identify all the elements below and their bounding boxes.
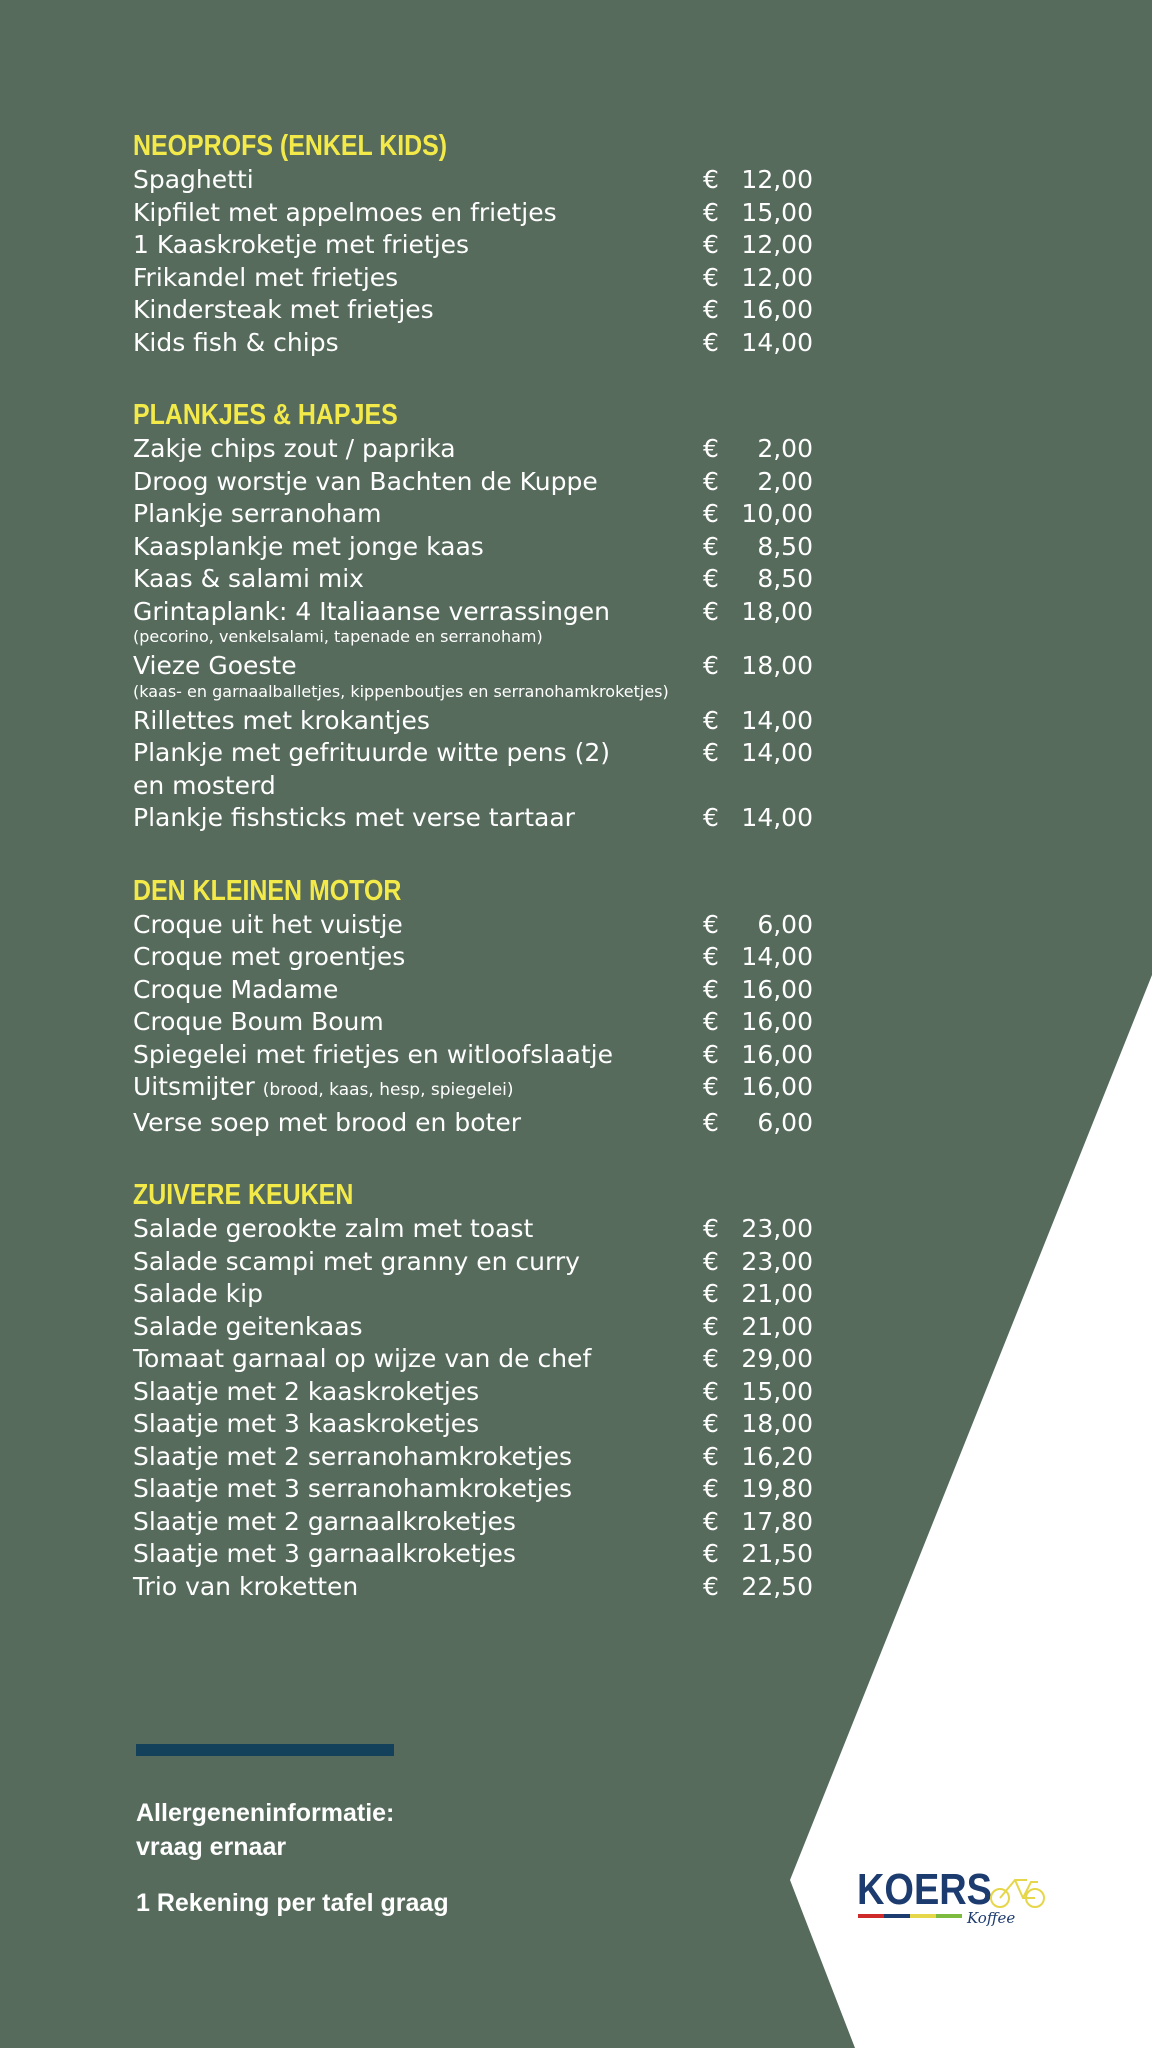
menu-item (133, 466, 813, 499)
menu-item (133, 1071, 813, 1107)
item-name (133, 1278, 703, 1311)
price-amount: 8,50 (757, 564, 813, 593)
item-price (703, 802, 813, 835)
item-price (703, 197, 813, 230)
item-name-text: Frikandel met frietjes (133, 262, 399, 292)
menu-item (133, 1006, 813, 1039)
item-name-text: Tomaat garnaal op wijze van de chef (133, 1344, 592, 1373)
menu-item (133, 909, 813, 942)
menu-item (133, 1441, 813, 1474)
item-price (703, 229, 813, 262)
item-name-text: Rillettes met krokantjes (133, 705, 430, 735)
price-amount: 6,00 (757, 909, 813, 939)
allergen-info-title: Allergeneninformatie: (136, 1799, 395, 1827)
currency-symbol: € (703, 705, 719, 735)
item-name (133, 498, 703, 531)
currency-symbol: € (703, 434, 719, 463)
item-name-text: Spiegelei met frietjes en witloofslaatje (133, 1039, 613, 1069)
menu-item (133, 941, 813, 974)
item-price (703, 1473, 813, 1506)
item-name (133, 1538, 703, 1571)
currency-symbol: € (703, 466, 719, 496)
item-name (133, 1071, 703, 1107)
currency-symbol: € (703, 531, 719, 561)
item-inline-note: (brood, kaas, hesp, spiegelei) (262, 1080, 514, 1100)
menu-item (133, 433, 813, 466)
price-amount: 21,00 (741, 1279, 813, 1308)
bill-note: 1 Rekening per tafel graag (136, 1889, 449, 1917)
item-name-text: Salade kip (133, 1279, 263, 1308)
menu-item (133, 1107, 813, 1140)
price-amount: 16,00 (741, 1039, 813, 1069)
currency-symbol: € (703, 327, 719, 357)
currency-symbol: € (703, 165, 719, 194)
menu-item (133, 1311, 813, 1344)
item-price (703, 531, 813, 564)
item-name (133, 974, 703, 1007)
item-name-text: Slaatje met 3 garnaalkroketjes (133, 1539, 516, 1568)
item-name-text: Uitsmijter (133, 1072, 255, 1101)
menu-item (133, 705, 813, 738)
item-price (703, 1408, 813, 1441)
item-name (133, 1506, 703, 1539)
item-name (133, 262, 703, 295)
item-price (703, 1538, 813, 1571)
item-name-text: Plankje fishsticks met verse tartaar (133, 803, 575, 832)
menu-item (133, 262, 813, 295)
item-name (133, 802, 703, 835)
price-amount: 16,00 (741, 1007, 813, 1036)
price-amount: 14,00 (741, 705, 813, 735)
currency-symbol: € (703, 803, 719, 832)
item-price (703, 1246, 813, 1279)
menu-item (133, 1473, 813, 1506)
item-price (703, 941, 813, 974)
item-name-text: Kaasplankje met jonge kaas (133, 531, 484, 561)
item-price (703, 650, 813, 683)
item-name (133, 433, 703, 466)
item-name (133, 229, 703, 262)
item-name-text: Vieze Goeste (133, 651, 297, 680)
currency-symbol: € (703, 1474, 719, 1503)
item-name (133, 1571, 703, 1604)
section-title: ZUIVERE KEUKEN (133, 1179, 354, 1211)
price-amount: 23,00 (741, 1246, 813, 1276)
currency-symbol: € (703, 197, 719, 227)
allergen-info-text: vraag ernaar (136, 1833, 287, 1861)
price-amount: 21,50 (741, 1539, 813, 1568)
logo-script: Koffee (967, 1909, 1016, 1927)
currency-symbol: € (703, 738, 719, 767)
item-name-text: Croque uit het vuistje (133, 909, 403, 939)
item-name (133, 197, 703, 230)
item-continuation (133, 770, 813, 803)
item-name-text: Verse soep met brood en boter (133, 1107, 521, 1137)
item-name-text: Droog worstje van Bachten de Kuppe (133, 466, 598, 496)
item-name (133, 650, 703, 683)
price-amount: 15,00 (741, 197, 813, 227)
price-amount: 18,00 (741, 596, 813, 626)
item-name-text: Plankje serranoham (133, 499, 382, 528)
item-price (703, 909, 813, 942)
price-amount: 18,00 (741, 651, 813, 680)
price-amount: 16,20 (741, 1441, 813, 1471)
item-name (133, 531, 703, 564)
price-amount: 12,00 (741, 262, 813, 292)
currency-symbol: € (703, 1376, 719, 1406)
item-name-text: Slaatje met 2 garnaalkroketjes (133, 1506, 516, 1536)
menu-section (133, 397, 813, 835)
menu-item (133, 1376, 813, 1409)
item-name-text: 1 Kaaskroketje met frietjes (133, 230, 470, 259)
item-name (133, 1213, 703, 1246)
item-price (703, 563, 813, 596)
item-name-text: Salade scampi met granny en curry (133, 1246, 580, 1276)
item-name (133, 909, 703, 942)
currency-symbol: € (703, 1107, 719, 1137)
price-amount: 23,00 (741, 1214, 813, 1243)
section-title: PLANKJES & HAPJES (133, 399, 398, 431)
menu-item (133, 164, 813, 197)
item-name (133, 1343, 703, 1376)
item-name-continuation: en mosterd (133, 770, 276, 800)
currency-symbol: € (703, 262, 719, 292)
price-amount: 2,00 (757, 466, 813, 496)
item-price (703, 974, 813, 1007)
menu-item (133, 1506, 813, 1539)
currency-symbol: € (703, 1311, 719, 1341)
item-name (133, 1107, 703, 1140)
menu-item (133, 294, 813, 327)
price-amount: 14,00 (741, 942, 813, 971)
currency-symbol: € (703, 1214, 719, 1243)
menu (133, 128, 813, 1641)
price-amount: 14,00 (741, 738, 813, 767)
currency-symbol: € (703, 295, 719, 324)
currency-symbol: € (703, 942, 719, 971)
price-amount: 6,00 (757, 1107, 813, 1137)
menu-item (133, 197, 813, 230)
menu-item (133, 1343, 813, 1376)
item-name (133, 1311, 703, 1344)
price-amount: 12,00 (741, 165, 813, 194)
item-price (703, 164, 813, 197)
currency-symbol: € (703, 1571, 719, 1601)
item-price (703, 1107, 813, 1140)
item-name (133, 1376, 703, 1409)
item-price (703, 1571, 813, 1604)
item-price (703, 1441, 813, 1474)
koers-koffee-logo (855, 1858, 1055, 1928)
item-name (133, 737, 703, 770)
menu-item (133, 1571, 813, 1604)
item-name (133, 164, 703, 197)
item-price (703, 294, 813, 327)
item-name (133, 1441, 703, 1474)
footer (136, 1796, 449, 1920)
item-name (133, 466, 703, 499)
menu-item (133, 531, 813, 564)
price-amount: 17,80 (741, 1506, 813, 1536)
menu-item (133, 563, 813, 596)
item-price (703, 1006, 813, 1039)
menu-item (133, 498, 813, 531)
menu-section (133, 128, 813, 359)
item-name (133, 596, 703, 629)
item-name-text: Kipfilet met appelmoes en frietjes (133, 197, 557, 227)
item-name-text: Plankje met gefrituurde witte pens (2) (133, 738, 611, 767)
currency-symbol: € (703, 1539, 719, 1568)
item-name-text: Salade gerookte zalm met toast (133, 1214, 534, 1243)
currency-symbol: € (703, 1007, 719, 1036)
currency-symbol: € (703, 1409, 719, 1438)
currency-symbol: € (703, 909, 719, 939)
item-name (133, 563, 703, 596)
item-name (133, 1473, 703, 1506)
logo-wordmark: KOERS (857, 1865, 992, 1914)
item-price (703, 1213, 813, 1246)
currency-symbol: € (703, 1279, 719, 1308)
price-amount: 18,00 (741, 1409, 813, 1438)
menu-item (133, 229, 813, 262)
price-amount: 29,00 (741, 1344, 813, 1373)
menu-section (133, 1177, 813, 1603)
item-price (703, 705, 813, 738)
menu-item (133, 1278, 813, 1311)
menu-item (133, 737, 813, 770)
item-name-text: Croque met groentjes (133, 942, 406, 971)
item-name-text: Croque Madame (133, 974, 339, 1004)
menu-item (133, 1246, 813, 1279)
item-name-text: Slaatje met 2 serranohamkroketjes (133, 1441, 572, 1471)
item-name (133, 1408, 703, 1441)
item-name-text: Kaas & salami mix (133, 564, 364, 593)
item-price (703, 466, 813, 499)
item-name (133, 1006, 703, 1039)
bicycle-icon (991, 1880, 1044, 1907)
divider-bar (136, 1744, 394, 1756)
item-price (703, 1278, 813, 1311)
item-price (703, 1071, 813, 1104)
menu-section (133, 873, 813, 1140)
price-amount: 21,00 (741, 1311, 813, 1341)
item-name (133, 941, 703, 974)
item-name-text: Slaatje met 2 kaaskroketjes (133, 1376, 480, 1406)
item-price (703, 1376, 813, 1409)
price-amount: 16,00 (741, 295, 813, 324)
menu-item (133, 974, 813, 1007)
item-price (703, 327, 813, 360)
price-amount: 15,00 (741, 1376, 813, 1406)
item-price (703, 498, 813, 531)
item-name-text: Kindersteak met frietjes (133, 295, 434, 324)
menu-item (133, 327, 813, 360)
item-price (703, 1311, 813, 1344)
item-price (703, 1039, 813, 1072)
item-name-text: Zakje chips zout / paprika (133, 434, 456, 463)
menu-item (133, 1538, 813, 1571)
currency-symbol: € (703, 230, 719, 259)
item-name-text: Trio van kroketten (133, 1571, 359, 1601)
currency-symbol: € (703, 1344, 719, 1373)
price-amount: 2,00 (757, 434, 813, 463)
section-title: DEN KLEINEN MOTOR (133, 874, 402, 907)
item-price (703, 262, 813, 295)
item-name-text: Kids fish & chips (133, 327, 339, 357)
item-price (703, 1506, 813, 1539)
currency-symbol: € (703, 596, 719, 626)
item-name-text: Slaatje met 3 serranohamkroketjes (133, 1474, 572, 1503)
item-price (703, 596, 813, 629)
currency-symbol: € (703, 1246, 719, 1276)
menu-item (133, 1408, 813, 1441)
currency-symbol: € (703, 499, 719, 528)
currency-symbol: € (703, 1506, 719, 1536)
price-amount: 12,00 (741, 230, 813, 259)
menu-item (133, 1039, 813, 1072)
item-price (703, 737, 813, 770)
item-price (703, 1343, 813, 1376)
item-note: (pecorino, venkelsalami, tapenade en serranoham) (133, 627, 543, 646)
menu-item (133, 650, 813, 683)
price-amount: 14,00 (741, 803, 813, 832)
item-name (133, 327, 703, 360)
currency-symbol: € (703, 1039, 719, 1069)
menu-item (133, 1213, 813, 1246)
menu-item (133, 596, 813, 629)
item-name-text: Croque Boum Boum (133, 1007, 384, 1036)
item-note: (kaas- en garnaalballetjes, kippenboutjes en serranohamkroketjes) (133, 681, 669, 701)
item-name-text: Slaatje met 3 kaaskroketjes (133, 1409, 480, 1438)
price-amount: 14,00 (741, 327, 813, 357)
price-amount: 8,50 (757, 531, 813, 561)
price-amount: 10,00 (741, 499, 813, 528)
item-name-text: Grintaplank: 4 Italiaanse verrassingen (133, 596, 611, 626)
currency-symbol: € (703, 1441, 719, 1471)
item-price (703, 433, 813, 466)
item-name-text: Salade geitenkaas (133, 1311, 363, 1341)
price-amount: 19,80 (741, 1474, 813, 1503)
item-name (133, 705, 703, 738)
section-title: NEOPROFS (ENKEL KIDS) (133, 130, 448, 162)
currency-symbol: € (703, 1072, 719, 1101)
price-amount: 16,00 (741, 1072, 813, 1101)
item-name (133, 294, 703, 327)
price-amount: 22,50 (741, 1571, 813, 1601)
item-name-text: Spaghetti (133, 165, 254, 194)
item-name (133, 1039, 703, 1072)
currency-symbol: € (703, 651, 719, 680)
menu-item (133, 802, 813, 835)
currency-symbol: € (703, 974, 719, 1004)
currency-symbol: € (703, 564, 719, 593)
item-name (133, 1246, 703, 1279)
price-amount: 16,00 (741, 974, 813, 1004)
